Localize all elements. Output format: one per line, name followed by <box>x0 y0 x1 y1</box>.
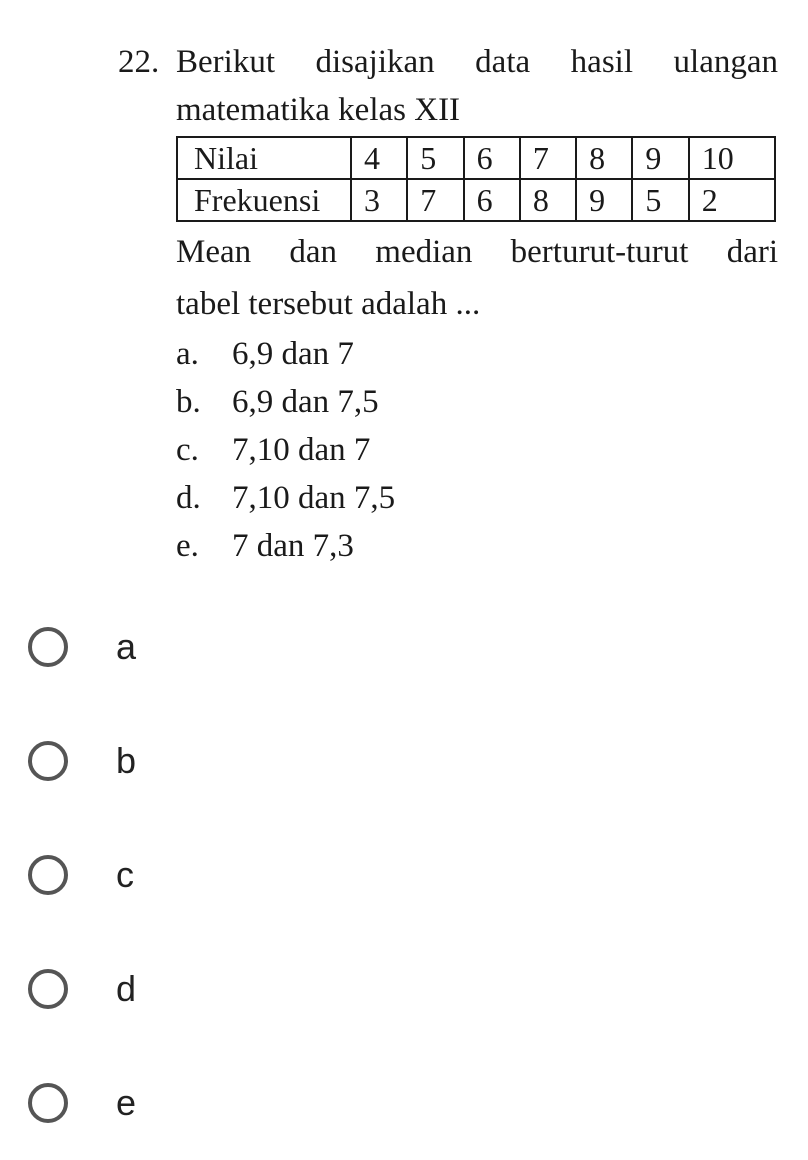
option-letter: a. <box>176 336 199 372</box>
radio-button-e[interactable] <box>28 1083 68 1123</box>
choice-a[interactable] <box>28 590 728 704</box>
radio-button-b[interactable] <box>28 741 68 781</box>
table-row <box>177 137 775 179</box>
table-header-cell: Nilai <box>177 137 351 179</box>
question-prompt <box>176 226 778 330</box>
table-cell: 2 <box>689 179 775 221</box>
choice-label[interactable]: a <box>116 626 137 667</box>
radio-button-d[interactable] <box>28 969 68 1009</box>
table-cell: 5 <box>632 179 688 221</box>
option-item <box>176 474 778 522</box>
radio-button-a[interactable] <box>28 627 68 667</box>
option-text: 7,10 dan 7,5 <box>232 480 396 516</box>
question-text-line2: matematika kelas XII <box>176 92 461 128</box>
option-text: 7,10 dan 7 <box>232 432 371 468</box>
table-cell: 9 <box>632 137 688 179</box>
table-cell: 7 <box>520 137 576 179</box>
option-item <box>176 378 778 426</box>
choice-label[interactable]: c <box>116 854 134 895</box>
question-text-line1: Berikut disajikan data hasil ulangan <box>176 44 778 80</box>
option-letter: c. <box>176 432 199 468</box>
choice-c[interactable] <box>28 818 728 932</box>
data-table <box>176 136 776 222</box>
option-letter: d. <box>176 480 201 516</box>
answer-options-list <box>176 330 778 570</box>
choice-label[interactable]: b <box>116 740 137 781</box>
table-cell: 10 <box>689 137 775 179</box>
table-cell: 7 <box>407 179 463 221</box>
option-text: 6,9 dan 7,5 <box>232 384 379 420</box>
choice-label[interactable]: e <box>116 1082 137 1123</box>
table-cell: 9 <box>576 179 632 221</box>
prompt-line2: tabel tersebut adalah ... <box>176 286 481 322</box>
question-number: 22. <box>118 44 160 80</box>
table-cell: 6 <box>464 179 520 221</box>
option-item <box>176 522 778 570</box>
prompt-line1: Mean dan median berturut-turut dari <box>176 234 778 270</box>
choice-d[interactable] <box>28 932 728 1046</box>
option-text: 6,9 dan 7 <box>232 336 354 372</box>
table-cell: 6 <box>464 137 520 179</box>
option-letter: b. <box>176 384 201 420</box>
table-row <box>177 179 775 221</box>
choice-b[interactable] <box>28 704 728 818</box>
table-cell: 3 <box>351 179 407 221</box>
option-text: 7 dan 7,3 <box>232 528 354 564</box>
table-header-cell: Frekuensi <box>177 179 351 221</box>
choice-label[interactable]: d <box>116 968 137 1009</box>
option-item <box>176 330 778 378</box>
radio-button-c[interactable] <box>28 855 68 895</box>
table-cell: 8 <box>520 179 576 221</box>
question-header <box>118 38 778 86</box>
option-letter: e. <box>176 528 199 564</box>
table-cell: 5 <box>407 137 463 179</box>
table-cell: 8 <box>576 137 632 179</box>
choice-e[interactable] <box>28 1046 728 1160</box>
question-image <box>118 38 778 570</box>
table-cell: 4 <box>351 137 407 179</box>
radio-choice-group <box>28 590 728 1160</box>
option-item <box>176 426 778 474</box>
